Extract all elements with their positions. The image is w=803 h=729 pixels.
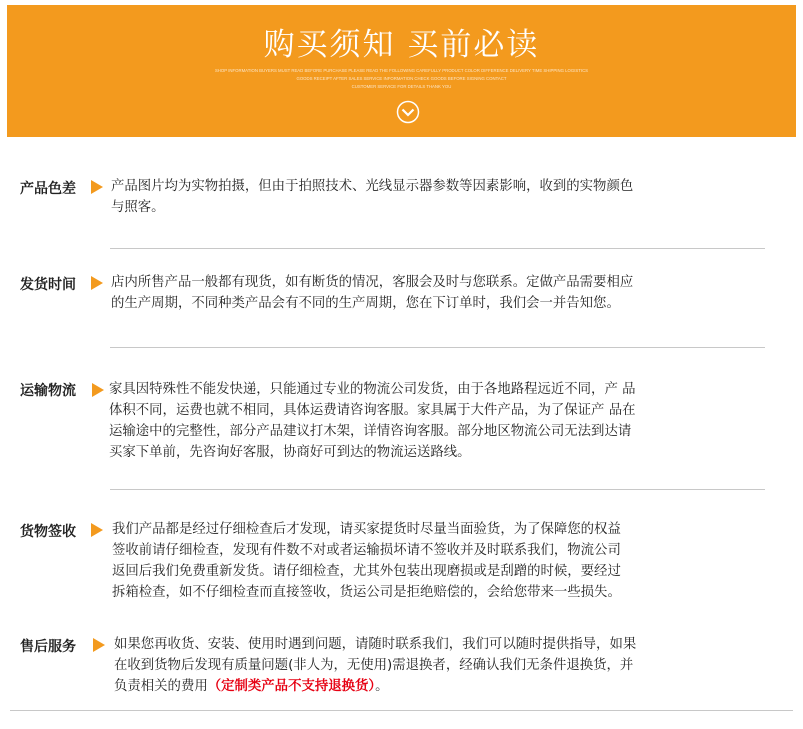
banner-subtitle-line: SHOP INFORMATION BUYERS MUST READ BEFORE PURCHASE PLEASE READ THE FOLLOWING CAREFULLY PRODUCT COLOR DIFFERENCE DELIVERY TIME SHIPPING LOGISTICS [214, 68, 589, 73]
text-line: 产品图片均为实物拍摄，但由于拍照技术、光线显示器参数等因素影响，收到的实物颜色 [111, 179, 634, 194]
warning-text: （定制类产品不支持退换货） [207, 679, 376, 694]
section-label: 发货时间 [20, 277, 76, 293]
section-text [109, 379, 636, 463]
section-text [114, 634, 636, 697]
text-line: 签收前请仔细检查，发现有件数不对或者运输损坏请不签收并及时联系我们，物流公司 [112, 543, 621, 558]
section-label: 货物签收 [20, 524, 76, 540]
divider [110, 489, 765, 490]
section-text [111, 272, 633, 314]
text-line: 拆箱检查，如不仔细检查而直接签收，货运公司是拒绝赔偿的，会给您带来一些损失。 [112, 585, 621, 600]
section-label: 运输物流 [20, 383, 76, 399]
text-line: 运输途中的完整性，部分产品建议打木架，详情咨询客服。部分地区物流公司无法到达请 [109, 424, 632, 439]
arrow-right-icon [91, 180, 103, 194]
text-line: 买家下单前，先咨询好客服，协商好可到达的物流运送路线。 [109, 445, 471, 460]
text-line: 店内所售产品一般都有现货，如有断货的情况，客服会及时与您联系。定做产品需要相应 [111, 275, 634, 290]
divider [110, 347, 765, 348]
text-line: 体积不同，运费也就不相同，具体运费请咨询客服。家具属于大件产品，为了保证产 品在 [109, 403, 636, 418]
arrow-right-icon [93, 638, 105, 652]
arrow-right-icon [91, 523, 103, 537]
text-line-end: 。 [375, 679, 389, 694]
text-line: 如果您再收货、安装、使用时遇到问题，请随时联系我们，我们可以随时提供指导，如果 [114, 637, 637, 652]
arrow-right-icon [92, 383, 104, 397]
section-text [112, 519, 621, 603]
text-line: 家具因特殊性不能发快递，只能通过专业的物流公司发货，由于各地路程远近不同，产 品 [109, 382, 636, 397]
section-label: 产品色差 [20, 181, 76, 197]
section-text [111, 176, 633, 218]
banner-title: 购买须知 买前必读 [263, 27, 540, 63]
text-line [114, 676, 636, 697]
banner-subtitle [187, 67, 616, 91]
text-line: 返回后我们免费重新发货。请仔细检查，尤其外包装出现磨损或是刮蹭的时候，要经过 [112, 564, 621, 579]
banner-subtitle-line: CUSTOMER SERVICE FOR DETAILS THANK YOU [351, 84, 452, 89]
divider [110, 248, 765, 249]
text-line: 与照客。 [111, 200, 165, 215]
arrow-right-icon [91, 276, 103, 290]
divider [10, 710, 793, 711]
text-line: 在收到货物后发现有质量问题(非人为，无使用)需退换者，经确认我们无条件退换货，并 [114, 658, 634, 673]
banner-subtitle-line: GOODS RECEIPT AFTER SALES SERVICE INFORMATION CHECK GOODS BEFORE SIGNING CONTACT [296, 76, 507, 81]
chevron-down-circle-icon [396, 100, 420, 124]
text-line-start: 负责相关的费用 [114, 679, 208, 694]
header-banner [7, 5, 796, 137]
text-line: 的生产周期，不同种类产品会有不同的生产周期，您在下订单时，我们会一并告知您。 [111, 296, 620, 311]
section-label: 售后服务 [20, 639, 76, 655]
text-line: 我们产品都是经过仔细检查后才发现，请买家提货时尽量当面验货，为了保障您的权益 [112, 522, 621, 537]
